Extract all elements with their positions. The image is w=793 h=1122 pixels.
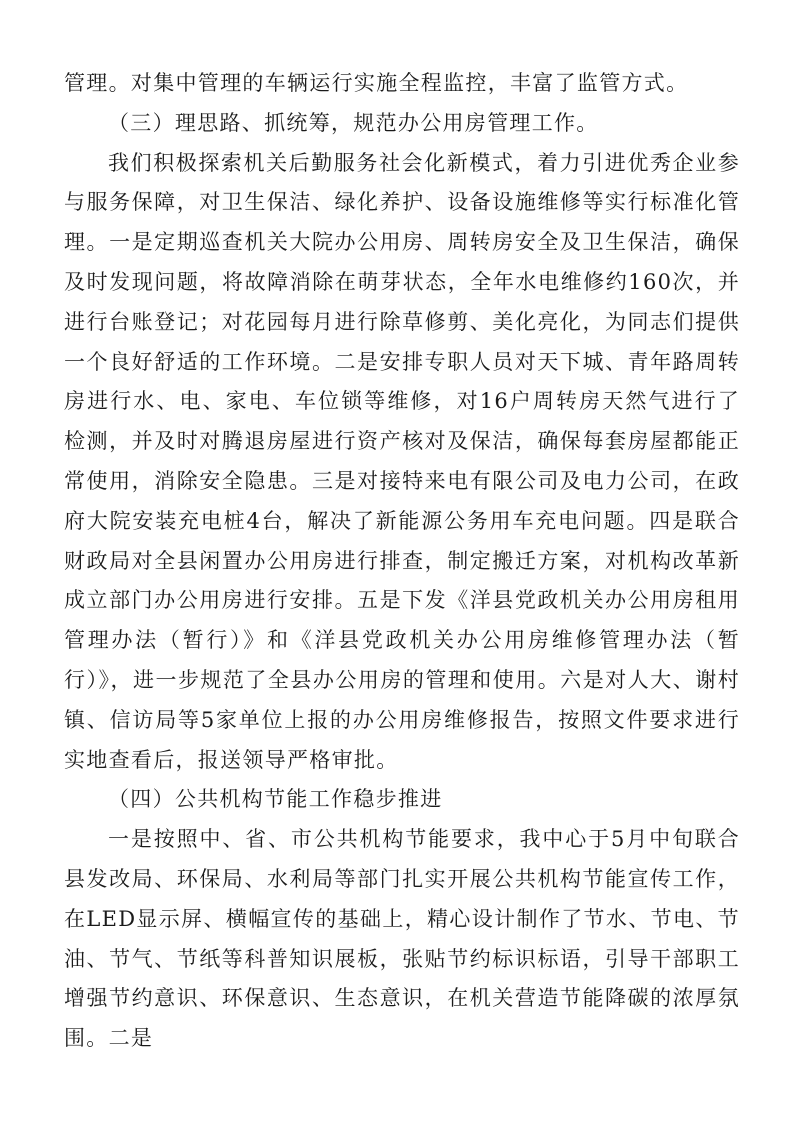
paragraph-office-housing: 我们积极探索机关后勤服务社会化新模式，着力引进优秀企业参与服务保障，对卫生保洁、绿化养护、设备设施维修等实行标准化管理。一是定期巡查机关大院办公用房、周转房安全及卫生保洁，确保及时发现问题，将故障消除在萌芽状态，全年水电维修约160次，并进行台账登记；对花园每月进行除草修剪、美化亮化，为同志们提供一个良好舒适的工作环境。二是安排专职人员对天下城、青年路周转房进行水、电、家电、车位锁等维修，对16户周转房天然气进行了检测，并及时对腾退房屋进行资产核对及保洁，确保每套房屋都能正常使用，消除安全隐患。三是对接特来电有限公司及电力公司，在政府大院安装充电桩4台，解决了新能源公务用车充电问题。四是联合财政局对全县闲置办公用房进行排查，制定搬迁方案，对机构改革新成立部门办公用房进行安排。五是下发《洋县党政机关办公用房租用管理办法（暂行）》和《洋县党政机关办公用房维修管理办法（暂行）》，进一步规范了全县办公用房的管理和使用。六是对人大、谢村镇、信访局等5家单位上报的办公用房维修报告，按照文件要求进行实地查看后，报送领导严格审批。 [64,150,740,772]
section-heading-3: （三）理思路、抓统筹，规范办公用房管理工作。 [108,110,599,135]
section-heading-4: （四）公共机构节能工作稳步推进 [108,787,443,812]
document-page [64,64,740,1059]
paragraph-energy-saving: 一是按照中、省、市公共机构节能要求，我中心于5月中旬联合县发改局、环保局、水利局等部门扎实开展公共机构节能宣传工作，在LED显示屏、横幅宣传的基础上，精心设计制作了节水、节电、节油、节气、节纸等科普知识展板，张贴节约标识标语，引导干部职工增强节约意识、环保意识、生态意识，在机关营造节能降碳的浓厚氛围。二是 [64,827,740,1051]
paragraph-continuation: 管理。对集中管理的车辆运行实施全程监控，丰富了监管方式。 [64,71,689,95]
